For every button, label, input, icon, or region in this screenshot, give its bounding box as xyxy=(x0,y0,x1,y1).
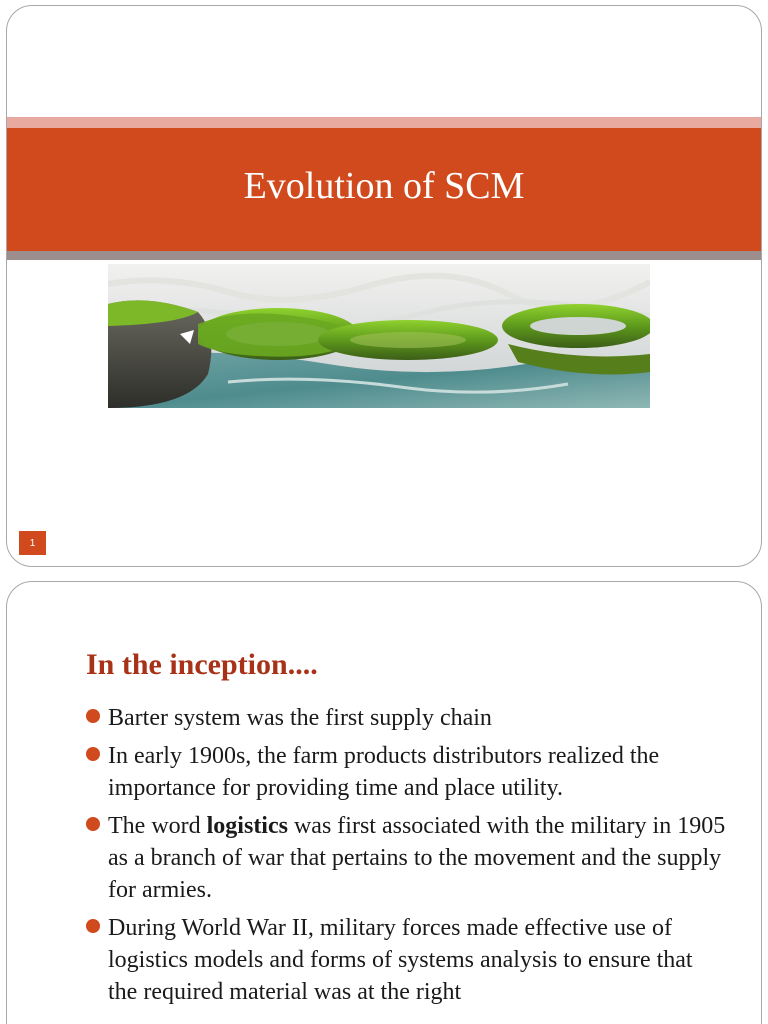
bullet-text: In early 1900s, the farm products distributors realized the importance for providing time and place utility. xyxy=(108,743,660,801)
slide-1 xyxy=(6,5,762,567)
bullet-text: Barter system was the first supply chain xyxy=(108,705,492,731)
title-band-top-stripe xyxy=(7,117,761,128)
list-item xyxy=(86,810,726,906)
list-item xyxy=(86,702,726,734)
list-item xyxy=(86,740,726,804)
bullet-text-before: The word xyxy=(108,813,207,839)
chain-image xyxy=(108,264,650,408)
bullet-text-after: was first associated with the military in 1905 as a branch of war that pertains to the movement and the supply for armies. xyxy=(108,813,726,903)
bullet-dot-icon xyxy=(86,817,100,831)
bullet-list xyxy=(86,702,726,1014)
bullet-dot-icon xyxy=(86,709,100,723)
bullet-dot-icon xyxy=(86,747,100,761)
slide-number-badge: 1 xyxy=(19,531,46,555)
title-band-bottom-stripe xyxy=(7,251,761,260)
title-band xyxy=(7,128,761,251)
slide-title: Evolution of SCM xyxy=(243,164,525,207)
bullet-dot-icon xyxy=(86,919,100,933)
bullet-bold-term: logistics xyxy=(206,813,288,839)
section-heading: In the inception.... xyxy=(86,648,318,681)
bullet-text: During World War II, military forces made effective use of logistics models and forms of systems analysis to ensure that the required material was at the right xyxy=(108,915,693,1005)
slide-2 xyxy=(6,581,762,1024)
list-item xyxy=(86,912,726,1008)
